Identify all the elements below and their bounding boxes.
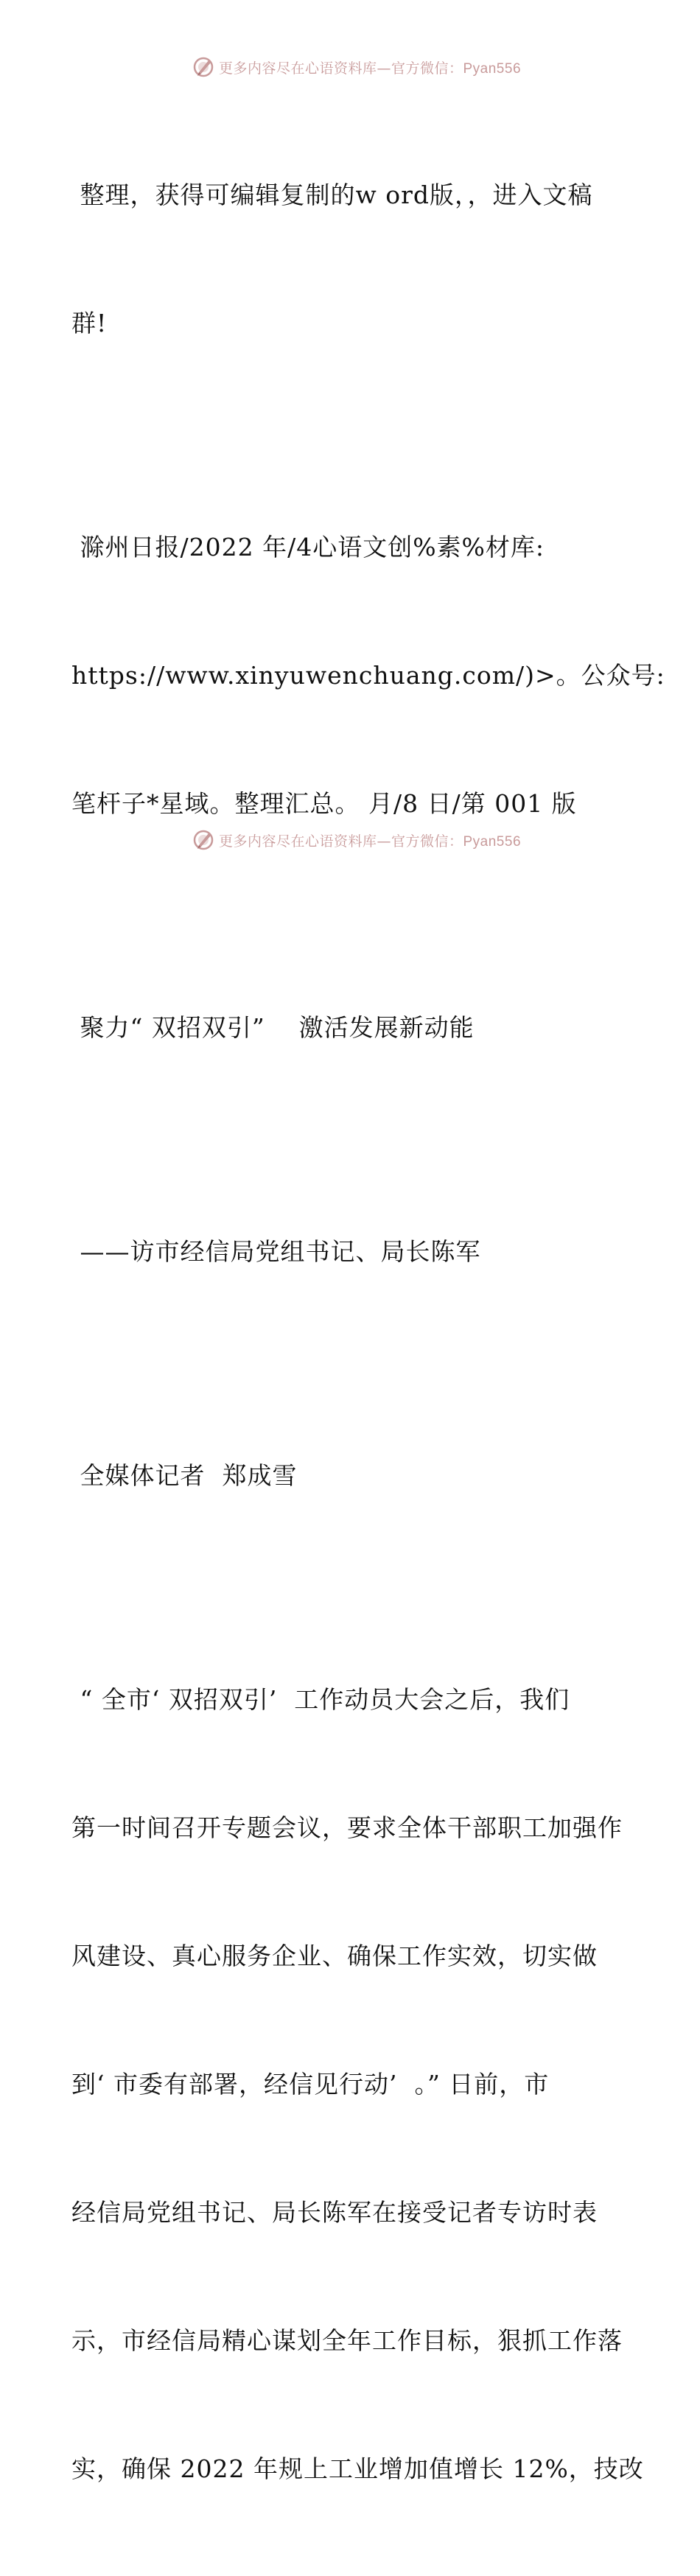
text-line: 示，市经信局精心谋划全年工作目标，狠抓工作落 (71, 2326, 623, 2355)
byline (71, 1369, 631, 1583)
watermark-text (219, 830, 521, 850)
watermark-wechat-id: Pyan556 (463, 833, 522, 850)
pen-circle-logo-icon (192, 56, 214, 78)
text-line: ——访市经信局党组书记、局长陈军 (71, 1237, 481, 1266)
text-line: 第一时间召开专题会议，要求全体干部职工加强作 (71, 1813, 623, 1842)
watermark-wechat-id: Pyan556 (463, 60, 522, 77)
text-line: 滁州日报/2022 年/4心语文创%素%材库: (71, 533, 545, 561)
body-paragraph (71, 1593, 644, 2576)
intro-paragraph (71, 88, 631, 430)
text-line: 到‘ 市委有部署，经信见行动’ 。” 日前，市 (71, 2070, 550, 2099)
pen-circle-logo-icon (192, 829, 214, 851)
watermark-text (219, 57, 521, 77)
text-line: “ 全市‘ 双招双引’ 工作动员大会之后，我们 (71, 1685, 570, 1714)
watermark-banner-top (0, 52, 700, 82)
text-line: 整理，获得可编辑复制的w ord版，，进入文稿 (71, 181, 593, 209)
watermark-prefix: 更多内容尽在心语资料库—官方微信： (218, 833, 463, 850)
watermark-content (192, 56, 521, 78)
text-line: 经信局党组书记、局长陈军在接受记者专访时表 (71, 2198, 598, 2227)
document-body (71, 88, 665, 2576)
text-line: 实，确保 2022 年规上工业增加值增长 12%，技改 (71, 2454, 644, 2483)
article-title (71, 921, 631, 1135)
text-line: 群! (71, 309, 108, 337)
text-line: 全媒体记者 郑成雪 (71, 1461, 298, 1490)
text-line: 风建设、真心服务企业、确保工作实效，切实做 (71, 1942, 598, 1970)
text-line: https://www.xinyuwenchuang.com/)>。公众号: (71, 661, 665, 690)
text-line: 聚力“ 双招双引” 激活发展新动能 (71, 1013, 475, 1042)
watermark-prefix: 更多内容尽在心语资料库—官方微信： (218, 60, 463, 77)
text-line: 笔杆子*星域。整理汇总。 月/8 日/第 001 版 (71, 789, 577, 818)
article-subtitle (71, 1145, 631, 1359)
watermark-banner-bottom (0, 825, 700, 855)
watermark-content (192, 829, 521, 851)
